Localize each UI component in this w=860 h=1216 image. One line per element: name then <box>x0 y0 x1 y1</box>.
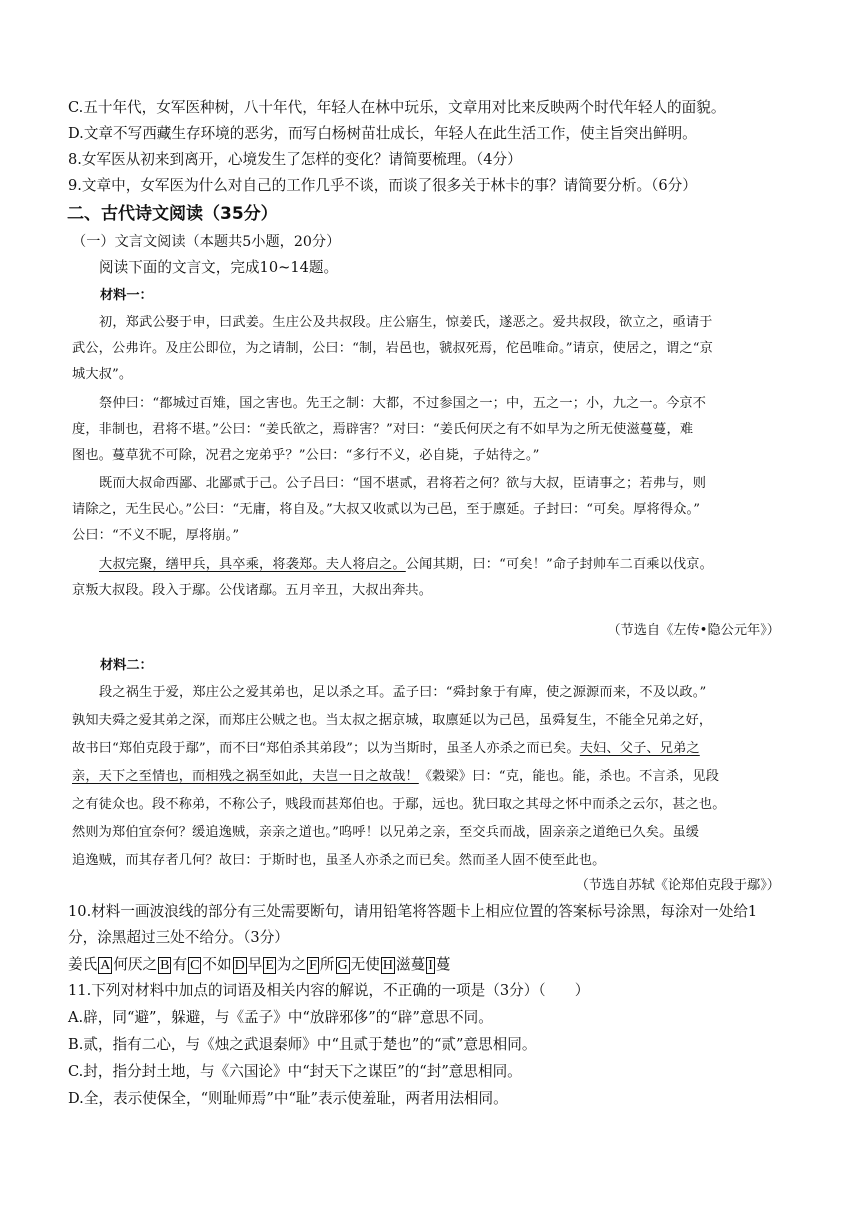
material2-line: 段之祸生于爱，郑庄公之爱其弟也，足以杀之耳。孟子曰：“舜封象于有庳，使之源源而来，不及以政。” <box>99 685 707 700</box>
answer-box-f[interactable]: F <box>309 958 317 973</box>
question-10-stem: 10.材料一画波浪线的部分有三处需要断句，请用铅笔将答题卡上相应位置的答案标号涂黑，每涂对一处给1 <box>68 903 758 920</box>
answer-box-g[interactable]: G <box>337 958 348 973</box>
instruction: 阅读下面的文言文，完成10~14题。 <box>99 259 339 276</box>
material2-text: 故书曰“郑伯克段于鄢”，而不曰“郑伯杀其弟段”；以为当斯时，虽圣人亦杀之而已矣。 <box>72 741 580 756</box>
material2-line: 然则为郑伯宜奈何？缓追逸贼，亲亲之道也。”呜呼！以兄弟之亲，至交兵而战，固亲亲之道绝已久矣。虽缓 <box>72 825 700 840</box>
material1-line: 请除之，无生民心。”公曰：“无庸，将自及。”大叔又收贰以为己邑，至于廪延。子封曰：“可矣。厚将得众。” <box>72 502 701 517</box>
section-title: 二、古代诗文阅读（35分） <box>67 204 278 224</box>
material1-line: 初，郑武公娶于申，曰武姜。生庄公及共叔段。庄公寤生，惊姜氏，遂恶之。爱共叔段，欲立之，亟请于 <box>99 315 713 330</box>
segment-text: 姜氏 <box>68 956 98 973</box>
segment-text: 何厌之 <box>113 956 158 973</box>
material2-line: 追逸贼，而其存者几何？故曰：于斯时也，虽圣人亦杀之而已矣。然而圣人固不使至此也。 <box>72 853 606 868</box>
material1-line: 公曰：“不义不昵，厚将崩。” <box>72 528 240 543</box>
question-11-option-a: A.辟，同“避”，躲避，与《孟子》中“放辟邪侈”的“辟”意思不同。 <box>68 1009 493 1026</box>
question-9: 9.文章中，女军医为什么对自己的工作几乎不谈，而谈了很多关于林卡的事？请简要分析。（6分） <box>68 177 697 194</box>
segment-text: 不如 <box>202 956 232 973</box>
question-8: 8.女军医从初来到离开，心境发生了怎样的变化？请简要梳理。（4分） <box>68 151 522 168</box>
answer-box-i[interactable]: I <box>428 958 433 973</box>
underlined-sentence: 亲，天下之至情也，而相残之祸至如此，夫岂一日之故哉！ <box>72 769 419 784</box>
material1-text: 公闻其期，曰：“可矣！”命子封帅车二百乘以伐京。 <box>405 557 713 572</box>
material1-label: 材料一： <box>100 288 153 303</box>
question-10-stem: 分，涂黑超过三处不给分。（3分） <box>68 929 289 946</box>
question-11-option-b: B.贰，指有二心，与《烛之武退秦师》中“且贰于楚也”的“贰”意思相同。 <box>68 1036 537 1053</box>
material1-line: 既而大叔命西鄙、北鄙贰于己。公子吕曰：“国不堪贰，君将若之何？欲与大叔，臣请事之；若弗与，则 <box>99 476 707 491</box>
material2-line: 孰知夫舜之爱其弟之深，而郑庄公贼之也。当太叔之据京城，取廪延以为己邑，虽舜复生，不能全兄弟之好， <box>72 713 713 728</box>
question-11-option-c: C.封，指分封土地，与《六国论》中“封天下之谋臣”的“封”意思相同。 <box>68 1063 522 1080</box>
segment-text: 早 <box>247 956 263 973</box>
material2-label: 材料二： <box>100 658 153 673</box>
option-c-q7: C.五十年代，女军医种树，八十年代，年轻人在林中玩乐，文章用对比来反映两个时代年轻人的面貌。 <box>68 99 726 116</box>
segment-text: 无使 <box>350 956 380 973</box>
segment-text: 蔓 <box>435 956 451 973</box>
material1-line: 京叛大叔段。段入于鄢。公伐诸鄢。五月辛丑，大叔出奔共。 <box>72 583 433 598</box>
material1-line: 武公，公弗许。及庄公即位，为之请制，公曰：“制，岩邑也，虢叔死焉，佗邑唯命。”请京，使居之，谓之“京 <box>72 341 713 356</box>
answer-box-e[interactable]: E <box>265 958 274 973</box>
material1-line <box>99 555 860 575</box>
segment-text: 所 <box>319 956 335 973</box>
answer-box-h[interactable]: H <box>382 958 393 973</box>
answer-box-d[interactable]: D <box>234 958 245 973</box>
underlined-sentence: 夫妇、父子、兄弟之 <box>579 741 700 756</box>
material1-line: 度，非制也，君将不堪。”公曰：“姜氏欲之，焉辟害？”对曰：“姜氏何厌之有不如早为之所无使滋蔓蔓，难 <box>72 422 694 437</box>
underlined-sentence: 大叔完聚，缮甲兵，具卒乘，将袭郑。夫人将启之。 <box>99 557 406 572</box>
material2-line <box>72 767 860 787</box>
material1-line: 城大叔”。 <box>72 367 133 382</box>
subsection-title: （一）文言文阅读（本题共5小题，20分） <box>72 234 341 250</box>
material1-line: 图也。蔓草犹不可除，况君之宠弟乎？”公曰：“多行不义，必自毙，子姑待之。” <box>72 448 540 463</box>
material2-text: 《穀梁》曰：“克，能也。能，杀也。不言杀，见段 <box>418 769 720 784</box>
question-11-stem: 11.下列对材料中加点的词语及相关内容的解说，不正确的一项是（3分）（ ） <box>68 982 590 999</box>
material1-line: 祭仲曰：“都城过百雉，国之害也。先王之制：大都，不过参国之一；中，五之一；小，九之一。今京不 <box>99 396 707 411</box>
material2-line <box>72 739 860 759</box>
option-d-q7: D.文章不写西藏生存环境的恶劣，而写白杨树苗壮成长，年轻人在此生活工作，使主旨突出鲜明。 <box>68 125 697 142</box>
answer-box-a[interactable]: A <box>100 958 111 973</box>
answer-box-c[interactable]: C <box>190 958 200 973</box>
segment-text: 为之 <box>276 956 307 973</box>
segment-text: 滋蔓 <box>395 956 426 973</box>
material2-line: 之有徒众也。段不称弟，不称公子，贱段而甚郑伯也。于鄢，远也。犹曰取之其母之怀中而杀之云尔，甚之也。 <box>72 797 726 812</box>
answer-box-b[interactable]: B <box>160 958 170 973</box>
question-10-segments <box>68 955 860 975</box>
segment-text: 有 <box>172 956 188 973</box>
material1-source: （节选自《左传•隐公元年》） <box>607 623 780 638</box>
material2-source: （节选自苏轼《论郑伯克段于鄢》） <box>575 878 780 893</box>
question-11-option-d: D.全，表示使保全，“则耻师焉”中“耻”表示使羞耻，两者用法相同。 <box>68 1090 508 1107</box>
